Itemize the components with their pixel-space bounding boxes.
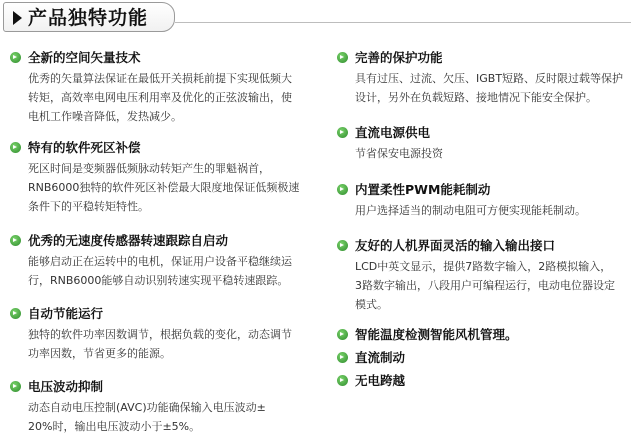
- arrow-bullet-icon: [337, 375, 348, 386]
- arrow-bullet-icon: [337, 329, 348, 340]
- feature-title: 友好的人机界面灵活的输入输出接口: [355, 238, 556, 253]
- feature-description: 节省保安电源投资: [355, 147, 443, 160]
- feature-title: 无电跨越: [355, 373, 406, 388]
- arrow-bullet-icon: [337, 127, 348, 138]
- arrow-bullet-icon: [10, 235, 21, 246]
- arrow-bullet-icon: [10, 381, 21, 392]
- feature-title: 直流电源供电: [355, 125, 431, 140]
- feature-description: 用户选择适当的制动电阻可方便实现能耗制动。: [355, 204, 586, 217]
- section-title: 产品独特功能: [28, 7, 149, 29]
- feature-title: 直流制动: [355, 350, 406, 365]
- feature-description: 优秀的矢量算法保证在最低开关损耗前提下实现低频大 转矩，高效率电网电压利用率及优化的正弦波输出，使 电机工作噪音降低，发热减少。: [28, 72, 292, 123]
- feature-title: 全新的空间矢量技术: [28, 50, 141, 65]
- feature-title: 电压波动抑制: [28, 379, 104, 394]
- feature-title: 智能温度检测智能风机管理。: [355, 327, 518, 342]
- arrow-bullet-icon: [10, 52, 21, 63]
- feature-description: 能够启动正在运转中的电机，保证用户设备平稳继续运 行，RNB6000能够自动识别转速实现平稳转速跟踪。: [28, 255, 292, 287]
- feature-title: 完善的保护功能: [355, 50, 443, 65]
- arrow-bullet-icon: [337, 240, 348, 251]
- arrow-bullet-icon: [10, 308, 21, 319]
- section-title-tab: [3, 2, 175, 32]
- feature-description: 死区时间是变频器低频脉动转矩产生的罪魁祸首， RNB6000独特的软件死区补偿最大限度地保证低频极速 条件下的平稳转矩特性。: [28, 162, 300, 213]
- feature-title: 内置柔性PWM能耗制动: [355, 182, 491, 197]
- play-triangle-icon: [13, 11, 22, 25]
- feature-title: 特有的软件死区补偿: [28, 140, 141, 155]
- arrow-bullet-icon: [10, 142, 21, 153]
- arrow-bullet-icon: [337, 184, 348, 195]
- arrow-bullet-icon: [337, 352, 348, 363]
- feature-description: 独特的软件功率因数调节，根据负载的变化，动态调节 功率因数，节省更多的能源。: [28, 328, 292, 360]
- arrow-bullet-icon: [337, 52, 348, 63]
- feature-description: LCD中英文显示，提供7路数字输入，2路模拟输入， 3路数字输出，八段用户可编程运行，电动电位器设定 模式。: [355, 260, 615, 311]
- feature-title: 优秀的无速度传感器转速跟踪自启动: [28, 233, 229, 248]
- title-divider: [175, 22, 631, 23]
- feature-description: 动态自动电压控制(AVC)功能确保输入电压波动± 20%时，输出电压波动小于±5%。: [28, 401, 266, 433]
- feature-description: 具有过压、过流、欠压、IGBT短路、反时限过载等保护 设计，另外在负载短路、接地情况下能安全保护。: [355, 72, 624, 104]
- feature-title: 自动节能运行: [28, 306, 104, 321]
